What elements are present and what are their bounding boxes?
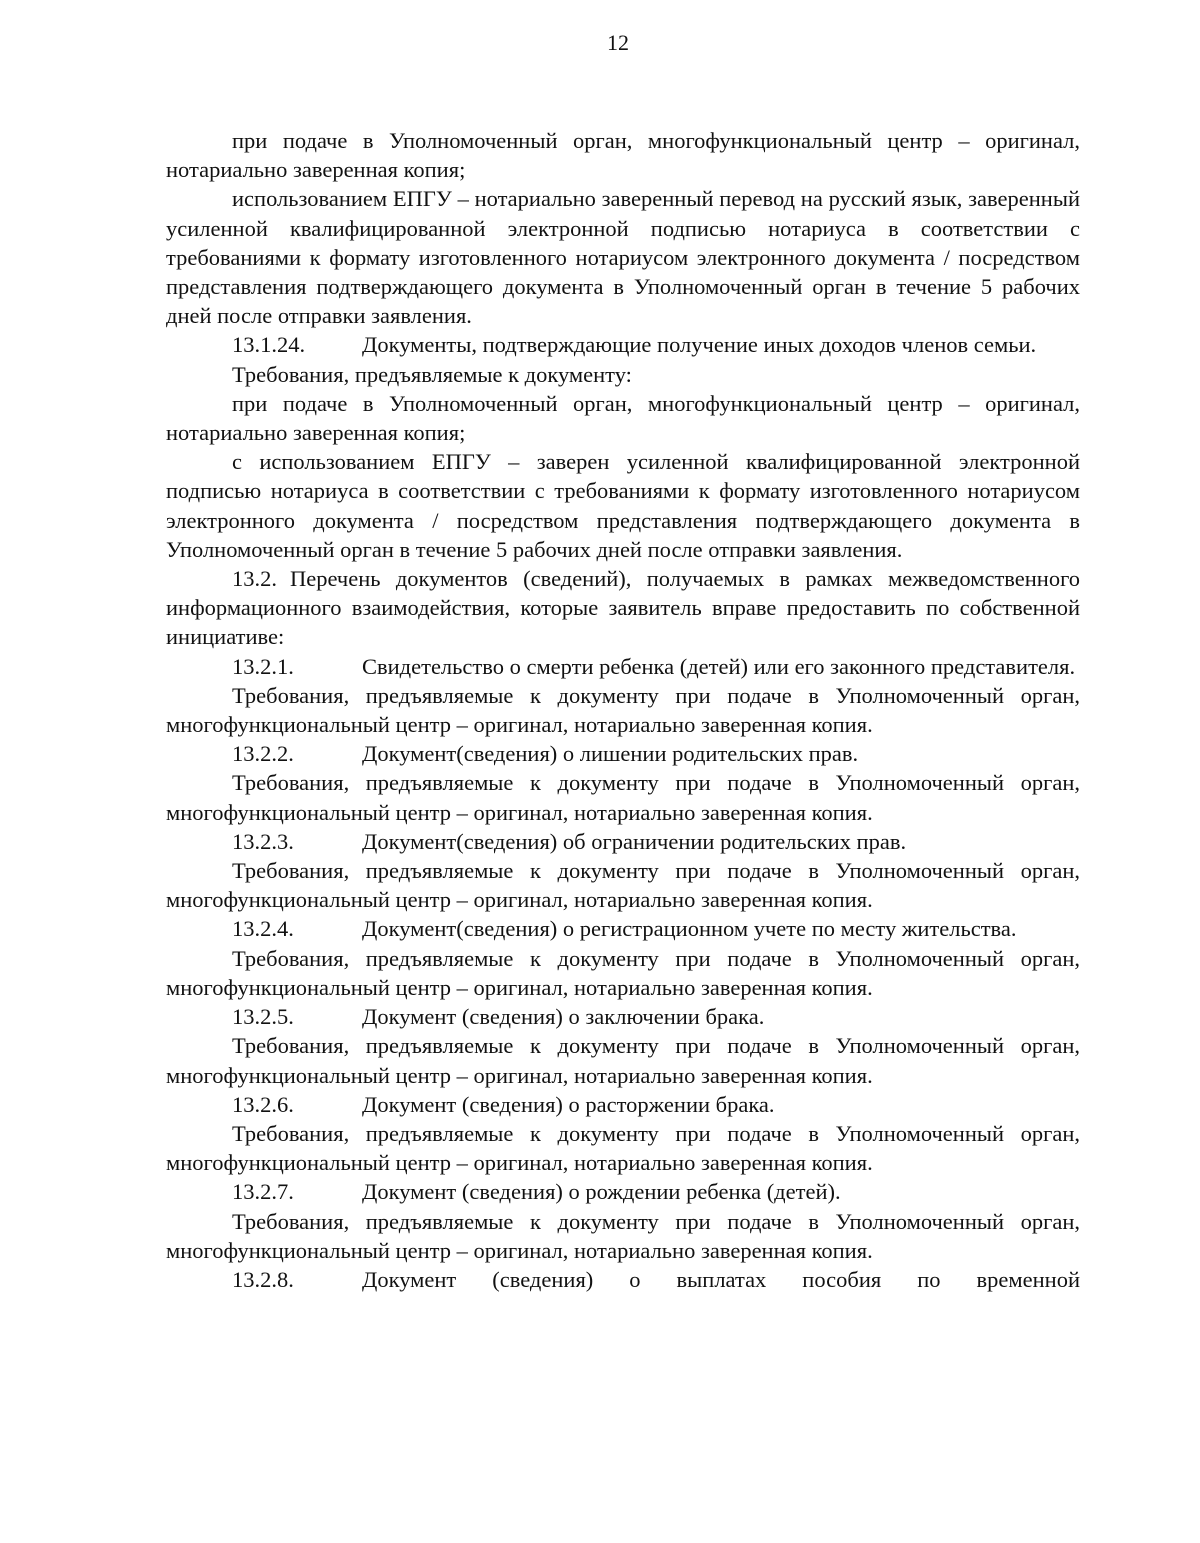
- paragraph: [166, 360, 1080, 389]
- paragraph-text: Требования, предъявляемые к документу при подаче в Уполномоченный орган, многофункциональный центр – оригинал, нотариально заверенная копия.: [166, 1033, 1080, 1088]
- paragraph-text: Документ (сведения) о выплатах пособия по временной: [362, 1266, 1080, 1292]
- clause-number: 13.2.1.: [232, 653, 294, 679]
- paragraph: [166, 856, 1080, 914]
- paragraph-text: Документ (сведения) о расторжении брака.: [362, 1091, 775, 1117]
- paragraph-text: Свидетельство о смерти ребенка (детей) или его законного представителя.: [362, 653, 1076, 679]
- document-body: [166, 126, 1080, 1294]
- numbered-paragraph: [166, 739, 1080, 768]
- paragraph-text: с использованием ЕПГУ – заверен усиленной квалифицированной электронной подписью нотариуса в соответствии с требованиями к формату изготовленного нотариусом электронного документа / посредством представления подтверждающего документа в Уполномоченный орган в течение 5 рабочих дней после отправки заявления.: [166, 449, 1080, 562]
- paragraph-text: при подаче в Уполномоченный орган, многофункциональный центр – оригинал, нотариально заверенная копия;: [166, 390, 1080, 446]
- paragraph-text: Документ (сведения) о рождении ребенка (детей).: [362, 1179, 841, 1205]
- paragraph-text: использованием ЕПГУ – нотариально заверенный перевод на русский язык, заверенный усиленной квалифицированной электронной подписью нотариуса в соответствии с требованиями к формату изготовленного нотариусом электронного документа / посредством представления подтверждающего документа в Уполномоченный орган в течение 5 рабочих дней после отправки заявления.: [166, 186, 1080, 329]
- paragraph: [166, 768, 1080, 826]
- paragraph-text: Документы, подтверждающие получение иных доходов членов семьи.: [362, 332, 1037, 358]
- numbered-paragraph: [166, 827, 1080, 856]
- clause-number: 13.2.6.: [232, 1091, 294, 1117]
- paragraph: [166, 1119, 1080, 1177]
- clause-number: 13.2.3.: [232, 828, 294, 854]
- numbered-paragraph: [166, 1265, 1080, 1294]
- paragraph-text: Требования, предъявляемые к документу при подаче в Уполномоченный орган, многофункциональный центр – оригинал, нотариально заверенная копия.: [166, 945, 1080, 1000]
- paragraph: [166, 1207, 1080, 1265]
- paragraph: [166, 126, 1080, 184]
- clause-number: 13.2.: [232, 566, 277, 592]
- paragraph-text: Документ(сведения) о регистрационном учете по месту жительства.: [362, 916, 1017, 942]
- clause-number: 13.2.5.: [232, 1004, 294, 1030]
- numbered-paragraph: [166, 914, 1080, 943]
- paragraph: [166, 681, 1080, 739]
- page-number: 12: [607, 30, 629, 55]
- paragraph-text: Требования, предъявляемые к документу при подаче в Уполномоченный орган, многофункциональный центр – оригинал, нотариально заверенная копия.: [166, 858, 1080, 913]
- paragraph-text: Требования, предъявляемые к документу при подаче в Уполномоченный орган, многофункциональный центр – оригинал, нотариально заверенная копия.: [166, 1208, 1080, 1263]
- clause-number: 13.2.7.: [232, 1179, 294, 1205]
- paragraph-text: Требования, предъявляемые к документу при подаче в Уполномоченный орган, многофункциональный центр – оригинал, нотариально заверенная копия.: [166, 682, 1080, 738]
- paragraph-text: Перечень документов (сведений), получаемых в рамках межведомственного информационного взаимодействия, которые заявитель вправе предоставить по собственной инициативе:: [166, 566, 1080, 650]
- numbered-paragraph: [166, 330, 1080, 359]
- clause-number: 13.2.4.: [232, 916, 294, 942]
- clause-number: 13.1.24.: [232, 332, 306, 358]
- paragraph: [166, 944, 1080, 1002]
- numbered-paragraph: [166, 1090, 1080, 1119]
- paragraph-text: Требования, предъявляемые к документу при подаче в Уполномоченный орган, многофункциональный центр – оригинал, нотариально заверенная копия.: [166, 1120, 1080, 1176]
- numbered-paragraph: [166, 1177, 1080, 1206]
- clause-number: 13.2.2.: [232, 741, 294, 767]
- numbered-paragraph: [166, 1002, 1080, 1031]
- numbered-paragraph: [166, 652, 1080, 681]
- paragraph: [166, 1031, 1080, 1089]
- paragraph-text: Документ(сведения) о лишении родительских прав.: [362, 741, 859, 767]
- clause-number: 13.2.8.: [232, 1266, 294, 1292]
- paragraph-text: Документ (сведения) о заключении брака.: [362, 1004, 765, 1030]
- paragraph-text: Требования, предъявляемые к документу при подаче в Уполномоченный орган, многофункциональный центр – оригинал, нотариально заверенная копия.: [166, 770, 1080, 825]
- paragraph-text: при подаче в Уполномоченный орган, многофункциональный центр – оригинал, нотариально заверенная копия;: [166, 128, 1080, 183]
- paragraph-text: Требования, предъявляемые к документу:: [232, 361, 632, 387]
- paragraph: [166, 184, 1080, 330]
- paragraph: [166, 447, 1080, 564]
- numbered-paragraph: [166, 564, 1080, 652]
- paragraph: [166, 389, 1080, 447]
- paragraph-text: Документ(сведения) об ограничении родительских прав.: [362, 828, 907, 854]
